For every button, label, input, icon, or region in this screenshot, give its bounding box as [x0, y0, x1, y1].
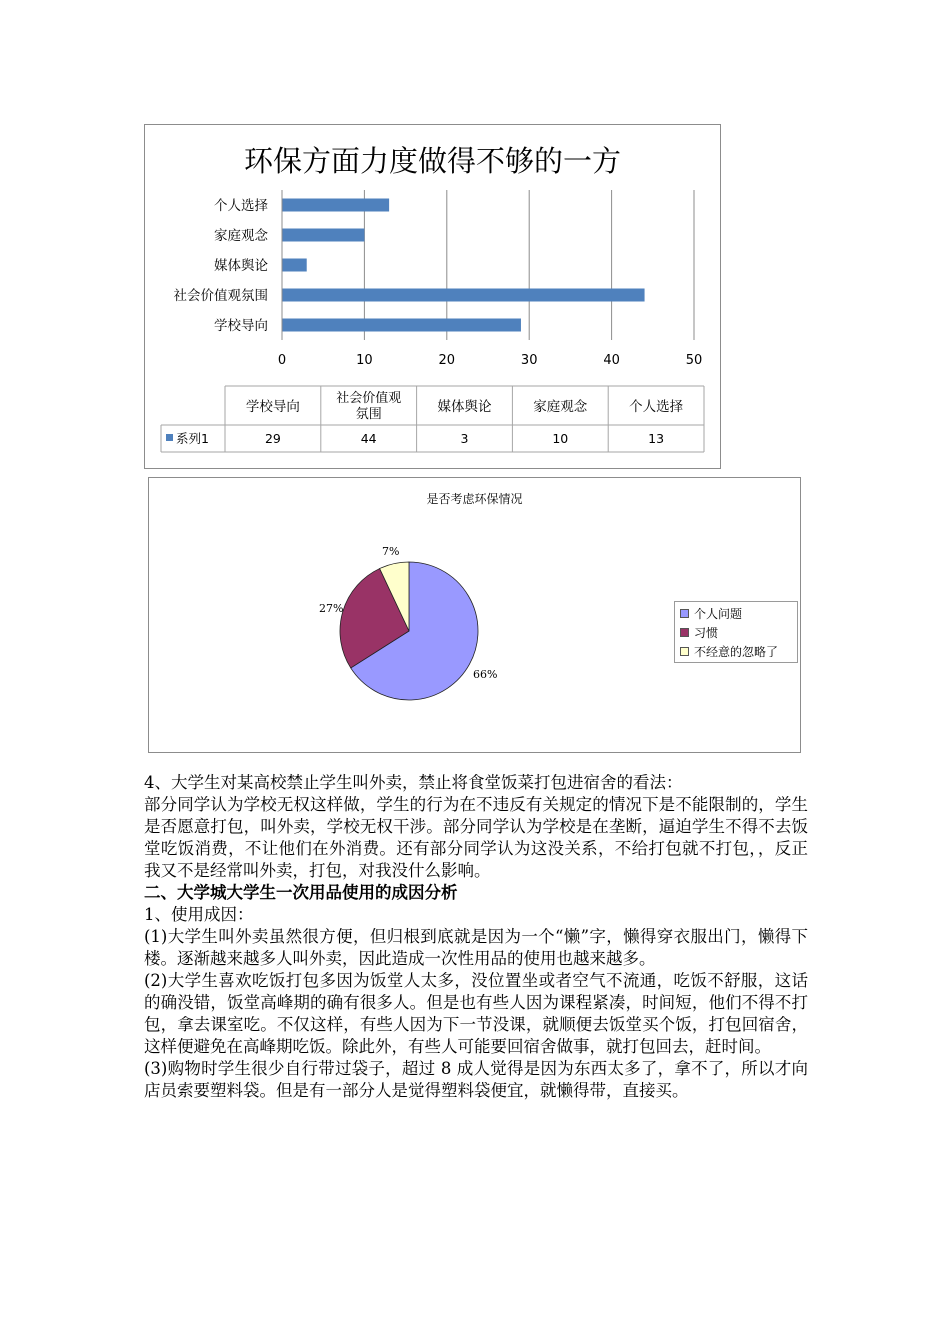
y-tick-label: 个人选择 — [214, 198, 268, 214]
y-tick-label: 社会价值观氛围 — [173, 288, 268, 304]
bar-chart-plot — [145, 125, 720, 468]
table-header: 氛围 — [355, 407, 382, 422]
paragraph: (3)购物时学生很少自行带过袋子，超过 8 成人觉得是因为东西太多了，拿不了，所以才向店员索要塑料袋。但是有一部分人是觉得塑料袋便宜，就懒得带，直接买。 — [144, 1059, 808, 1100]
pie-legend — [674, 601, 798, 663]
x-tick-label: 30 — [520, 353, 538, 368]
legend-swatch — [680, 609, 689, 618]
paragraph: 部分同学认为学校无权这样做，学生的行为在不违反有关规定的情况下是不能限制的，学生是否愿意打包，叫外卖，学校无权干涉。部分同学认为学校是在垄断，逼迫学生不得不去饭堂吃饭消费，不让他们在外消费。还有部分同学认为这没关系，不给打包就不打包，，反正我又不是经常叫外卖，打包，对我没什么影响。 — [144, 795, 808, 880]
bar — [282, 289, 645, 302]
pie-value-label: 7% — [382, 545, 400, 558]
legend-label: 习惯 — [694, 626, 719, 640]
x-tick-label: 0 — [277, 353, 287, 368]
x-tick-label: 40 — [603, 353, 620, 368]
x-tick-label: 50 — [685, 353, 703, 368]
y-tick-label: 媒体舆论 — [214, 258, 268, 274]
legend-label: 不经意的忽略了 — [694, 645, 779, 659]
legend-swatch — [680, 647, 689, 656]
bar — [282, 319, 521, 332]
legend-item — [677, 623, 797, 642]
table-series-label: 系列1 — [176, 431, 209, 446]
table-header: 学校导向 — [245, 399, 300, 415]
legend-label: 个人问题 — [694, 607, 743, 621]
x-tick-label: 20 — [438, 353, 456, 368]
y-tick-label: 学校导向 — [214, 318, 268, 334]
pie-value-label: 66% — [473, 668, 498, 681]
table-cell: 29 — [264, 431, 281, 446]
section-heading: 二、大学城大学生一次用品使用的成因分析 — [144, 883, 458, 902]
pie-chart — [148, 477, 801, 753]
y-tick-label: 家庭观念 — [214, 228, 268, 244]
table-cell: 10 — [552, 431, 569, 446]
bar — [282, 229, 364, 242]
table-header: 个人选择 — [629, 399, 684, 415]
table-cell: 3 — [460, 431, 469, 446]
table-cell: 13 — [648, 431, 665, 446]
x-tick-label: 10 — [356, 353, 373, 368]
table-header: 媒体舆论 — [437, 399, 492, 415]
table-cell: 44 — [360, 431, 377, 446]
table-header: 社会价值观 — [336, 391, 402, 406]
bar-chart — [144, 124, 721, 469]
pie-value-label: 27% — [319, 602, 344, 615]
pie-chart-title: 是否考虑环保情况 — [426, 492, 523, 506]
paragraph: 1、使用成因： — [144, 905, 254, 924]
paragraph: 4、大学生对某高校禁止学生叫外卖，禁止将食堂饭菜打包进宿舍的看法： — [144, 773, 683, 792]
legend-key — [166, 434, 173, 441]
paragraph: (2)大学生喜欢吃饭打包多因为饭堂人太多，没位置坐或者空气不流通，吃饭不舒服，这话的确没错，饭堂高峰期的确有很多人。但是也有些人因为课程紧凑，时间短，他们不得不打包，拿去课室吃。不仅这样，有些人因为下一节没课，就顺便去饭堂买个饭，打包回宿舍，这样便避免在高峰期吃饭。除此外，有些人可能要回宿舍做事，就打包回去，赶时间。 — [144, 971, 808, 1056]
bar — [282, 259, 307, 272]
document-text — [144, 772, 808, 1102]
legend-swatch — [680, 628, 689, 637]
bar — [282, 199, 389, 212]
legend-item — [677, 604, 797, 623]
paragraph: (1)大学生叫外卖虽然很方便，但归根到底就是因为一个“懒”字，懒得穿衣服出门，懒得下楼。逐渐越来越多人叫外卖，因此造成一次性用品的使用也越来越多。 — [144, 927, 808, 968]
bar-chart-title: 环保方面力度做得不够的一方 — [243, 144, 621, 178]
legend-item — [677, 642, 797, 661]
table-header: 家庭观念 — [533, 399, 588, 415]
